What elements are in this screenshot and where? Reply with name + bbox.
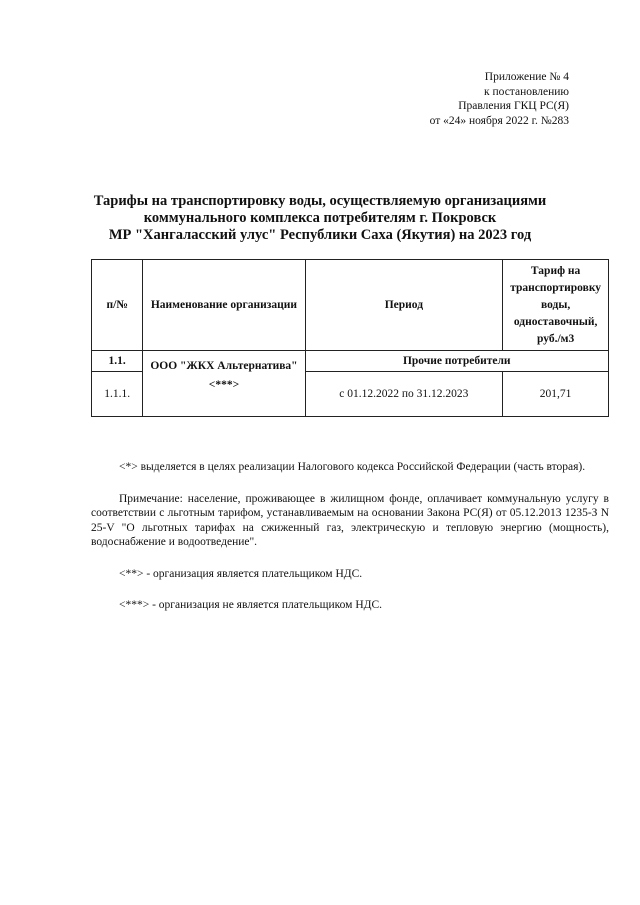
- consumer-group: Прочие потребители: [305, 351, 608, 372]
- table-row: [92, 351, 609, 372]
- title-line-2: коммунального комплекса потребителям г. Покровск: [143, 210, 497, 226]
- appendix-date: от «24» ноября 2022 г. №283: [429, 114, 569, 127]
- tariff-table: [91, 259, 609, 417]
- note-non-vat-payer: <***> - организация не является плательщиком НДС.: [119, 599, 383, 611]
- appendix-authority: Правления ГКЦ РС(Я): [458, 100, 569, 112]
- tariff-value: 201,71: [503, 372, 609, 417]
- table-header-row: [92, 260, 609, 351]
- appendix-number: Приложение № 4: [484, 71, 569, 83]
- period-cell: с 01.12.2022 по 31.12.2023: [305, 372, 503, 417]
- title-line-1: Тарифы на транспортировку воды, осуществляемую организациями: [93, 193, 547, 209]
- header-org: Наименование организации: [143, 260, 305, 351]
- header-tariff: Тариф на транспортировку воды, одноставочный, руб./м3: [503, 260, 609, 351]
- row-num: 1.1.1.: [92, 372, 143, 417]
- org-name: ООО "ЖКХ Альтернатива" <***>: [143, 351, 305, 417]
- title-line-3: МР "Хангаласский улус" Республики Саха (Якутия) на 2023 год: [108, 227, 532, 243]
- document-title: [70, 193, 570, 244]
- appendix-header: [430, 70, 569, 128]
- note-vat-marker: <*> выделяется в целях реализации Налогового кодекса Российской Федерации (часть вторая).: [119, 461, 586, 473]
- appendix-ref: к постановлению: [484, 85, 569, 98]
- header-period: Период: [305, 260, 503, 351]
- header-num: п/№: [92, 260, 143, 351]
- note-population: Примечание: население, проживающее в жилищном фонде, оплачивает коммунальную услугу в соответствии с льготным тарифом, устанавливаемым на основании Закона РС(Я) от 05.12.2013 1235-З N 25-V "О льготных тарифах на сжиженный газ, электрическую и тепловую энергию (мощность), водоснабжение и водоотведение".: [91, 492, 609, 548]
- notes-section: [91, 460, 609, 630]
- note-vat-payer: <**> - организация является плательщиком НДС.: [119, 567, 363, 580]
- row-num: 1.1.: [92, 351, 143, 372]
